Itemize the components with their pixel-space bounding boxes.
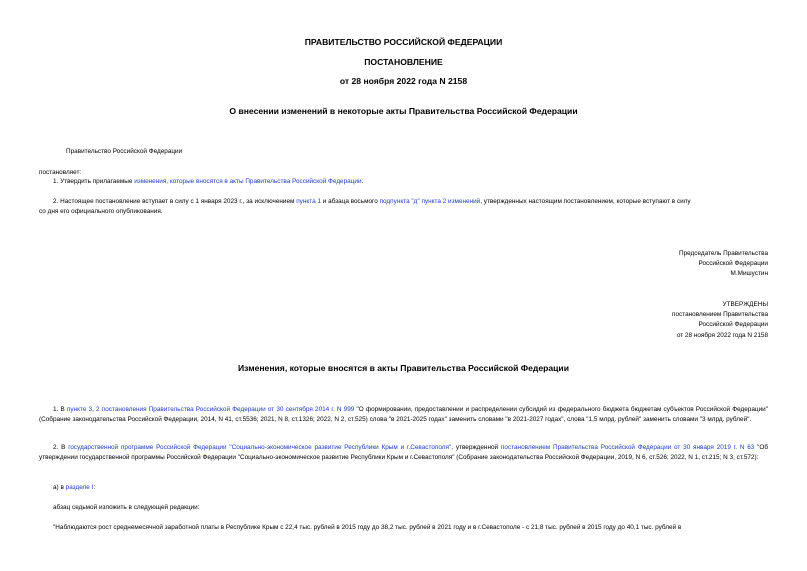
changes-title: Изменения, которые вносятся в акты Правительства Российской Федерации	[237, 363, 569, 373]
section-1-link[interactable]: разделе I	[65, 484, 94, 491]
document-type: ПОСТАНОВЛЕНИЕ	[364, 57, 443, 67]
change-2a-end: :	[93, 484, 96, 491]
change-2a	[53, 483, 95, 493]
changes-link[interactable]: изменения, которые вносятся в акты Правительства Российской Федерации	[134, 178, 362, 185]
signature-name: М.Мишустин	[730, 270, 768, 277]
state-program-link[interactable]: государственной программе Российской Федерации "Социально-экономическое развитие Республики Крым и г.Севастополя"	[68, 444, 452, 451]
change-1-text: 1. В	[53, 406, 67, 413]
paragraph-2-text-b: и абзаца восьмого	[321, 198, 380, 205]
resolution-999-link[interactable]: 2 постановления Правительства Российской Федерации от 30 сентября 2014 г. N 999	[96, 406, 355, 413]
approved-by: постановлением Правительства	[672, 311, 768, 318]
subitem-d-link[interactable]: подпункта "д" пункта 2 изменений	[379, 198, 481, 205]
paragraph-2	[53, 197, 691, 207]
paragraph-1	[53, 177, 363, 187]
change-2-text-b: , утвержденной	[451, 444, 501, 451]
document-date-number: от 28 ноября 2022 года N 2158	[339, 76, 468, 86]
quoted-text: "Наблюдаются рост среднемесячной заработной платы в Республике Крым с 22,4 тыс. рублей в 2015 году до 38,2 тыс. рублей в 2021 году и в г.Севастополе - с 21,8 тыс. рублей в 2015 году до 40,1 тыс. рублей в	[53, 524, 682, 531]
paragraph-2-text-c: , утвержденных настоящим постановлением, которые вступают в силу	[480, 198, 691, 205]
government-subject: Правительство Российской Федерации	[66, 148, 183, 155]
paragraph-1-end: .	[361, 178, 364, 185]
change-2a-instruction: абзац седьмой изложить в следующей редакции:	[53, 504, 200, 511]
change-1-body: "О формировании, предоставлении и распределении субсидий из федерального бюджета бюджетам субъектов Российской Федерации" (Собрание законодательства Российской Федерации, 2014, N 41, ст.5536; 2021, N 8, ст.1326; 2022, N 2, ст.525) слова "в 2021-2025 годах" заменить словами "в 2021-2027 годах", слова "1,5 млрд. рублей" заменить словами "3 млрд. рублей".	[39, 406, 768, 423]
approved-date: от 28 ноября 2022 года N 2158	[676, 332, 768, 339]
approved-country: Российской Федерации	[698, 321, 768, 328]
change-2a-text: а) в	[53, 484, 66, 491]
paragraph-2-text: 2. Настоящее постановление вступает в силу с 1 января 2023 г., за исключением	[53, 198, 297, 205]
item-1-link[interactable]: пункта 1	[296, 198, 322, 205]
item-3-link[interactable]: пункте 3	[66, 406, 93, 413]
document-title: О внесении изменений в некоторые акты Правительства Российской Федерации	[229, 106, 578, 116]
signature-position: Председатель Правительства	[679, 250, 768, 257]
change-1	[39, 405, 768, 424]
approved-label: УТВЕРЖДЕНЫ	[722, 301, 768, 308]
signature-country: Российской Федерации	[698, 260, 768, 267]
resolution-63-link[interactable]: постановлением Правительства Российской Федерации от 30 января 2019 г. N 63	[500, 444, 755, 451]
change-1-separator: ,	[92, 406, 97, 413]
decrees-word: постановляет:	[39, 169, 82, 176]
paragraph-1-text: 1. Утвердить прилагаемые	[53, 178, 135, 185]
change-2	[39, 443, 768, 462]
paragraph-2-continuation: со дня его официального опубликования.	[39, 208, 163, 215]
change-2-text: 2. В	[53, 444, 69, 451]
government-name: ПРАВИТЕЛЬСТВО РОССИЙСКОЙ ФЕДЕРАЦИИ	[304, 37, 503, 47]
change-2-body: "Об утверждении государственной программы Российской Федерации "Социально-экономическое развитие Республики Крым и г.Севастополя" (Собрание законодательства Российской Федерации, 2019, N 6, ст.526; 2022, N 1, ст.215; N 3, ст.572):	[39, 444, 769, 461]
